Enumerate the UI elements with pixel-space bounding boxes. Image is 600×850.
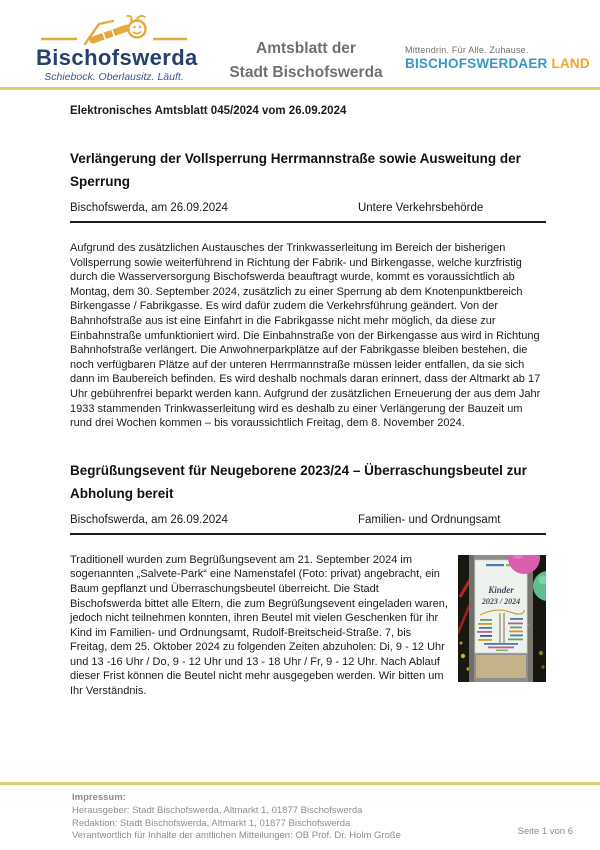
sign-title-line2: 2023 / 2024 xyxy=(481,596,521,606)
region-brand-name-orange: LAND xyxy=(551,56,590,71)
impressum-editor: Redaktion: Stadt Bischofswerda, Altmarkt 1, 01877 Bischofswerda xyxy=(72,817,351,829)
document-title-line2: Stadt Bischofswerda xyxy=(229,64,383,82)
region-brand-tagline: Mittendrin. Für Alle. Zuhause. xyxy=(405,45,529,55)
article-title: Verlängerung der Vollsperrung Herrmannstraße sowie Ausweitung der Sperrung xyxy=(70,151,521,189)
sign-title-line1: Kinder xyxy=(488,584,514,595)
region-brand-name xyxy=(405,56,590,71)
name-board-photo xyxy=(458,555,546,682)
article-body: Traditionell wurden zum Begrüßungsevent am 21. September 2024 im sogenannten „Salvete-Park“ eine Namenstafel (Foto: privat) angebracht, ein Baum gepflanzt und Überraschungsbeutel überreicht. Die Stadt Bischofswerda bittet alle Eltern, die zum Begrüßungsevent eingeladen waren, jedoch nicht teilnehmen konnten, ihren Beutel mit vielen Geschenken für ihr Kind im Familien- und Ordnungsamt, Rudolf-Breitscheid-Straße. 7, bis Freitag, dem 25. Oktober 2024 zu folgenden Zeiten abzuholen: Di, 9 - 12 Uhr und 13 -16 Uhr / Do, 9 - 12 Uhr und 13 - 18 Uhr / Fr, 9 - 12 Uhr. Nach Ablauf dieser Frist können die Beutel nicht mehr ausgegeben werden. Wir bitten um Ihr Verständnis. xyxy=(70,553,448,698)
impressum-publisher: Herausgeber: Stadt Bischofswerda, Altmarkt 1, 01877 Bischofswerda xyxy=(72,804,363,816)
article-department: Untere Verkehrsbehörde xyxy=(357,202,484,214)
grasshopper-icon xyxy=(39,14,189,46)
region-brand-name-blue: BISCHOFSWERDAER xyxy=(405,56,548,71)
document-title xyxy=(208,37,404,85)
article-title: Begrüßungsevent für Neugeborene 2023/24 – Überraschungsbeutel zur Abholung bereit xyxy=(70,462,527,501)
article-body: Aufgrund des zusätzlichen Austausches der Trinkwasserleitung im Bereich der bisherigen Vollsperrung sowie weiterführend in Richtung der Fabrik- und Birkengasse, welche kurzfristig durch die Wasserversorgung Bischofswerda beauftragt wurde, kommt es voraussichtlich ab Montag, dem 30. September 2024, zusätzlich zu einer Sperrung ab dem Knotenpunktbereich Birkengasse / Fabrikgasse. Es wird dafür zudem die Verkehrsführung geändert. Von der Bahnhofstraße aus ist eine Einfahrt in die Fabrikgasse nicht mehr möglich, da diese zur Einbahnstraße umfunktioniert wird. Die Einbahnstraße von der Birkengasse aus wird in Richtung Bahnhofstraße verlängert. Die Anwohnerparkplätze auf der Fabrikgasse bleiben bestehen, die noch verfügbaren Plätze auf der unteren Herrmannstraße müssen leider entfallen, da sie sich dann im Baubereich befinden. Es wird deshalb nochmals daran erinnert, dass der Altmarkt ab 17 Uhr gebührenfrei beparkt werden kann. Aufgrund der zusätzlichen Erneuerung der aus dem Jahr 1933 stammenden Trinkwasserleitung wird es deshalb zu einer Verlängerung der Bauzeit um rund drei Wochen kommen – bis voraussichtlich Freitag, dem 8. November 2024. xyxy=(70,242,541,430)
logo-tagline: Schiebock. Oberlausitz. Läuft. xyxy=(44,71,184,83)
article-welcome-event xyxy=(70,459,546,699)
article-road-closure xyxy=(70,147,546,431)
city-logo xyxy=(36,14,198,83)
logo-city-name: Bischofswerda xyxy=(36,45,198,70)
article-department: Familien- und Ordnungsamt xyxy=(357,513,501,526)
impressum-label: Impressum: xyxy=(72,792,126,803)
footer-divider xyxy=(0,782,600,785)
article-meta xyxy=(70,514,546,535)
article-meta xyxy=(70,202,546,223)
header-divider xyxy=(0,87,600,90)
impressum xyxy=(72,792,512,843)
issue-line: Elektronisches Amtsblatt 045/2024 vom 26.09.2024 xyxy=(70,105,347,117)
article-date: Bischofswerda, am 26.09.2024 xyxy=(70,202,228,214)
page-indicator: Seite 1 von 6 xyxy=(517,826,573,837)
article-date: Bischofswerda, am 26.09.2024 xyxy=(70,513,228,526)
document-title-line1: Amtsblatt der xyxy=(256,40,356,57)
page-content xyxy=(70,100,546,699)
region-brand xyxy=(405,45,590,71)
impressum-responsible: Verantwortlich für Inhalte der amtlichen Mitteilungen: OB Prof. Dr. Holm Große xyxy=(72,830,401,842)
